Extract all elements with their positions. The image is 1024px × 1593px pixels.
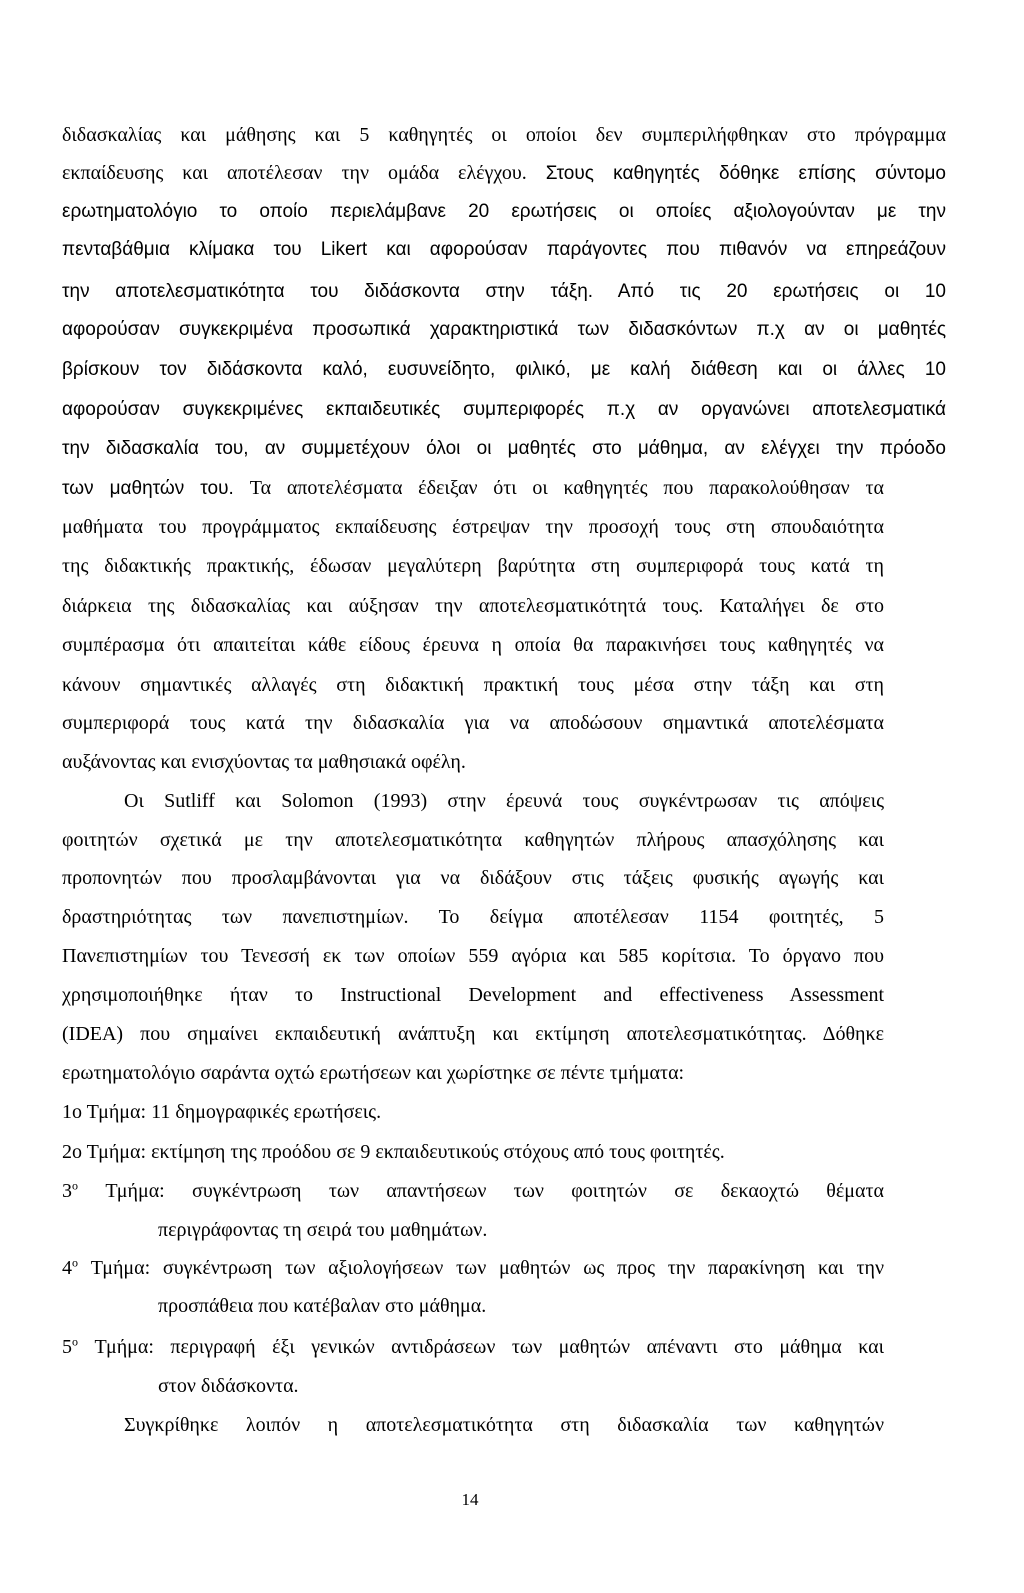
paragraph-line [62,553,884,579]
text-run: αυξάνοντας και ενισχύοντας τα μαθησιακά οφέλη. [62,751,466,773]
section-label: Τμήμα: [90,1257,151,1279]
paragraph-line [62,356,946,382]
paragraph-line [62,198,946,224]
text-run: διδασκαλίας και μάθησης και 5 καθηγητές οι οποίοι δεν συμπεριλήφθηκαν στο πρόγραμμα [62,124,946,146]
paragraph-line [62,514,884,540]
list-item-continuation: περιγράφοντας τη σειρά του μαθημάτων. [158,1219,488,1241]
paragraph-line: Οι Sutliff και Solomon (1993) στην έρευνά τους συγκέντρωσαν τις απόψεις [124,790,884,812]
text-run: την διδασκαλία του, αν συμμετέχουν όλοι οι μαθητές στο μάθημα, αν ελέγχει την πρόοδο [62,438,946,459]
paragraph-line [62,749,884,775]
section-text: συγκέντρωση των απαντήσεων των φοιτητών σε δεκαοχτώ θέματα [192,1180,884,1202]
paragraph-line [62,672,884,698]
section-ordinal: o [72,1334,78,1349]
section-number: 5 [62,1336,72,1358]
text-run: μαθήματα του προγράμματος εκπαίδευσης έστρεψαν την προσοχή τους στη σπουδαιότητα [62,516,884,538]
list-item-continuation: στον διδάσκοντα. [158,1375,299,1397]
section-label: Τμήμα: [105,1180,165,1202]
section-text: 11 δημογραφικές ερωτήσεις. [151,1101,382,1123]
section-number: 3 [62,1180,72,1202]
text-run: διάρκεια της διδασκαλίας και αύξησαν την αποτελεσματικότητά τους. Καταλήγει δε στο [62,595,884,617]
text-run: αφορούσαν συγκεκριμένες εκπαιδευτικές συμπεριφορές π.χ αν οργανώνει αποτελεσματικά [62,399,946,420]
paragraph-line [62,122,946,148]
paragraph-line [62,160,946,186]
text-run: ερωτηματολόγιο το οποίο περιελάμβανε 20 ερωτήσεις οι οποίες αξιολογούνταν με την [62,201,946,222]
section-text: περιγραφή έξι γενικών αντιδράσεων των μαθητών απέναντι στο μάθημα και [170,1336,885,1358]
text-run: συμπέρασμα ότι απαιτείται κάθε είδους έρευνα η οποία θα παρακινήσει τους καθηγητές να [62,634,884,656]
section-ordinal: o [72,1255,78,1270]
paragraph-line [62,396,946,422]
section-number: 4 [62,1257,72,1279]
paragraph-line: (IDEA) που σημαίνει εκπαιδευτική ανάπτυξη και εκτίμηση αποτελεσματικότητας. Δόθηκε [62,1023,884,1045]
text-run: συμπεριφορά τους κατά την διδασκαλία για να αποδώσουν σημαντικά αποτελέσματα [62,712,884,734]
text-run: εκπαίδευσης και αποτέλεσαν την ομάδα ελέγχου. [62,162,546,184]
list-item [62,1139,884,1165]
paragraph-line: ερωτηματολόγιο σαράντα οχτώ ερωτήσεων και χωρίστηκε σε πέντε τμήματα: [62,1062,685,1084]
text-run: Στους καθηγητές δόθηκε επίσης σύντομο [545,163,946,184]
section-label: 1ο Τμήμα: [62,1101,147,1123]
paragraph-line [62,475,884,501]
section-label: 2ο Τμήμα: [62,1141,147,1163]
text-run: βρίσκουν τον διδάσκοντα καλό, ευσυνείδητο, φιλικό, με καλή διάθεση και οι άλλες 10 [62,359,946,380]
paragraph-line: δραστηριότητας των πανεπιστημίων. Το δείγμα αποτέλεσαν 1154 φοιτητές, 5 [62,906,884,928]
paragraph-line [62,316,946,342]
paragraph-line: φοιτητών σχετικά με την αποτελεσματικότητα καθηγητών πλήρους απασχόλησης και [62,829,884,851]
text-run: κάνουν σημαντικές αλλαγές στη διδακτική πρακτική τους μέσα στην τάξη και στη [62,674,884,696]
paragraph-line: προπονητών που προσλαμβάνονται για να διδάξουν στις τάξεις φυσικής αγωγής και [62,867,884,889]
text-run: της διδακτικής πρακτικής, έδωσαν μεγαλύτερη βαρύτητα στη συμπεριφορά τους κατά τη [62,555,884,577]
paragraph-line [62,435,946,461]
text-run: πενταβάθμια κλίμακα του Likert και αφορούσαν παράγοντες που πιθανόν να επηρεάζουν [62,239,946,260]
list-item [62,1334,884,1360]
section-text: συγκέντρωση των αξιολογήσεων των μαθητών ως προς την παρακίνηση και την [162,1257,885,1279]
list-item [62,1255,884,1281]
paragraph-line [62,278,946,304]
list-item [62,1178,884,1204]
text-run: αφορούσαν συγκεκριμένα προσωπικά χαρακτηριστικά των διδασκόντων π.χ αν οι μαθητές [62,319,946,340]
text-run: την αποτελεσματικότητα του διδάσκοντα στην τάξη. Από τις 20 ερωτήσεις οι 10 [62,281,946,302]
section-ordinal: o [72,1178,78,1193]
paragraph-line: χρησιμοποιήθηκε ήταν το Instructional Development and effectiveness Assessment [62,984,884,1006]
paragraph-line [62,632,884,658]
paragraph-line [62,593,884,619]
text-run: Τα αποτελέσματα έδειξαν ότι οι καθηγητές που παρακολούθησαν τα [249,477,884,499]
page-number: 14 [461,1490,479,1509]
section-text: εκτίμηση της προόδου σε 9 εκπαιδευτικούς στόχους από τους φοιτητές. [151,1141,725,1163]
section-label: Τμήμα: [94,1336,154,1358]
paragraph-line: Συγκρίθηκε λοιπόν η αποτελεσματικότητα στη διδασκαλία των καθηγητών [124,1414,884,1436]
paragraph-line: Πανεπιστημίων του Τενεσσή εκ των οποίων 559 αγόρια και 585 κορίτσια. Το όργανο που [62,945,884,967]
list-item [62,1099,884,1125]
paragraph-line [62,710,884,736]
text-run: των μαθητών του. [62,478,250,499]
list-item-continuation: προσπάθεια που κατέβαλαν στο μάθημα. [158,1295,487,1317]
paragraph-line [62,236,946,262]
